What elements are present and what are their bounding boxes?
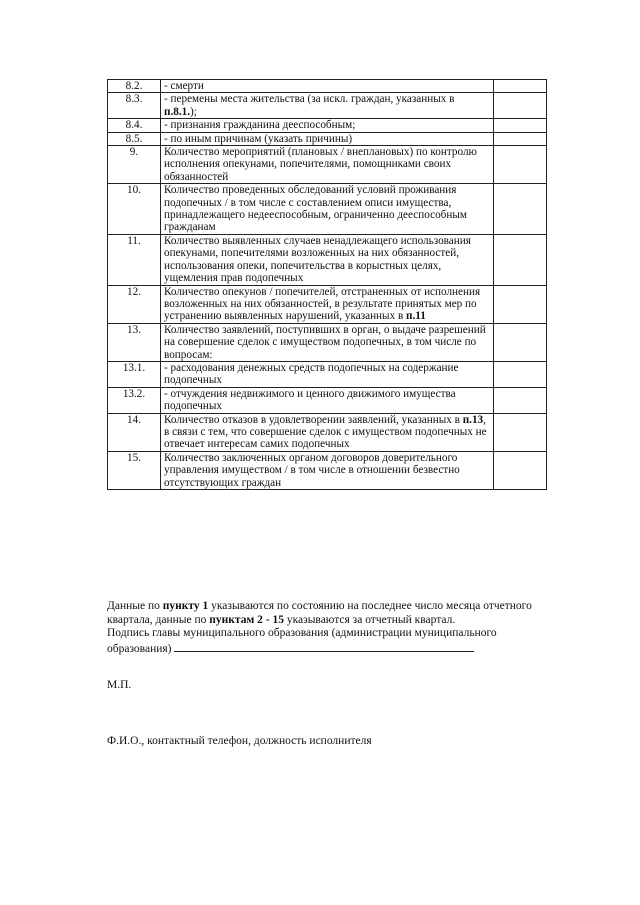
row-number: 10. — [108, 184, 161, 235]
row-description — [161, 119, 494, 132]
row-value-cell[interactable] — [494, 132, 547, 145]
row-number: 12. — [108, 285, 161, 323]
row-value-cell[interactable] — [494, 413, 547, 451]
table-row — [108, 361, 547, 387]
executor-info: Ф.И.О., контактный телефон, должность исполнителя — [107, 735, 372, 747]
data-note — [107, 600, 540, 627]
report-table — [107, 79, 547, 490]
note-bold: пункту 1 — [162, 600, 209, 612]
row-number: 13.2. — [108, 387, 161, 413]
row-description — [161, 285, 494, 323]
row-text: - по иным причинам (указать причины) — [164, 132, 353, 145]
table-row — [108, 132, 547, 145]
row-description — [161, 80, 494, 93]
row-value-cell[interactable] — [494, 80, 547, 93]
row-text: Количество опекунов / попечителей, отстраненных от исполнения возложенных на них обязанностей, в результате принятых мер по устранению выявленных нарушений, указанных в — [164, 285, 481, 323]
table-row — [108, 285, 547, 323]
table-row — [108, 93, 547, 119]
row-number: 8.2. — [108, 80, 161, 93]
row-value-cell[interactable] — [494, 119, 547, 132]
row-text: Количество проведенных обследований условий проживания подопечных / в том числе с составлением описи имущества, принадлежащего недееспособным, ограниченно дееспособным гражданам — [164, 184, 467, 234]
row-text: - признания гражданина дееспособным; — [164, 119, 356, 132]
row-text: - расходования денежных средств подопечных на содержание подопечных — [164, 361, 459, 387]
row-value-cell[interactable] — [494, 451, 547, 489]
row-text: Количество отказов в удовлетворении заявлений, указанных в — [164, 413, 463, 426]
table-row — [108, 119, 547, 132]
table-row — [108, 80, 547, 93]
row-number: 13. — [108, 323, 161, 361]
row-value-cell[interactable] — [494, 184, 547, 235]
signature-field — [174, 641, 474, 652]
row-number: 15. — [108, 451, 161, 489]
row-text: ); — [190, 105, 197, 118]
note-text: Данные по — [107, 600, 163, 612]
row-reference: п.13 — [462, 413, 484, 426]
row-value-cell[interactable] — [494, 234, 547, 285]
row-value-cell[interactable] — [494, 93, 547, 119]
row-text: Количество заключенных органом договоров доверительного управления имуществом / в том числе в отношении безвестно отсутствующих граждан — [164, 451, 460, 489]
table-row — [108, 451, 547, 489]
row-description — [161, 93, 494, 119]
table-row — [108, 234, 547, 285]
note-text: указываются за отчетный квартал. — [284, 613, 456, 626]
row-number: 14. — [108, 413, 161, 451]
table-row — [108, 387, 547, 413]
row-reference: п.8.1. — [164, 105, 191, 118]
row-description — [161, 361, 494, 387]
row-value-cell[interactable] — [494, 361, 547, 387]
row-number: 8.5. — [108, 132, 161, 145]
row-description — [161, 146, 494, 184]
table-row — [108, 146, 547, 184]
row-value-cell[interactable] — [494, 146, 547, 184]
row-description — [161, 184, 494, 235]
note-bold: пунктам 2 - 15 — [209, 613, 285, 626]
table-row — [108, 413, 547, 451]
row-number: 9. — [108, 146, 161, 184]
row-description — [161, 387, 494, 413]
note-text: указываются по состоянию на последнее число месяца отчетного квартала, данные по — [107, 600, 532, 626]
row-number: 8.3. — [108, 93, 161, 119]
row-text: - отчуждения недвижимого и ценного движимого имущества подопечных — [164, 387, 456, 413]
row-description — [161, 451, 494, 489]
row-text: , в связи с тем, что совершение сделок с имуществом подопечных не отвечает интересам самих подопечных — [164, 413, 487, 451]
table-row — [108, 184, 547, 235]
row-value-cell[interactable] — [494, 323, 547, 361]
row-text: Количество мероприятий (плановых / внеплановых) по контролю исполнения опекунами, попечителями, помощниками своих обязанностей — [164, 146, 477, 183]
row-description — [161, 413, 494, 451]
row-text: - смерти — [164, 80, 204, 92]
notes-block — [107, 600, 540, 656]
signature-label: Подпись главы муниципального образования (администрации муниципального образования) — [107, 627, 497, 655]
row-number: 13.1. — [108, 361, 161, 387]
row-text: Количество выявленных случаев ненадлежащего использования опекунами, попечителями возложенных на них обязанностей, использования опеки, попечительства в корыстных целях, ущемления прав подопечных — [164, 234, 471, 285]
row-number: 11. — [108, 234, 161, 285]
signature-line — [107, 627, 540, 656]
row-reference: п.11 — [406, 310, 426, 323]
row-text: - перемены места жительства (за искл. граждан, указанных в — [164, 93, 455, 106]
row-text: Количество заявлений, поступивших в орган, о выдаче разрешений на совершение сделок с имуществом подопечных, в том числе по вопросам: — [164, 323, 486, 361]
row-value-cell[interactable] — [494, 387, 547, 413]
table-row — [108, 323, 547, 361]
row-description — [161, 323, 494, 361]
row-description — [161, 132, 494, 145]
row-description — [161, 234, 494, 285]
stamp-place: М.П. — [107, 679, 132, 691]
row-value-cell[interactable] — [494, 285, 547, 323]
row-number: 8.4. — [108, 119, 161, 132]
